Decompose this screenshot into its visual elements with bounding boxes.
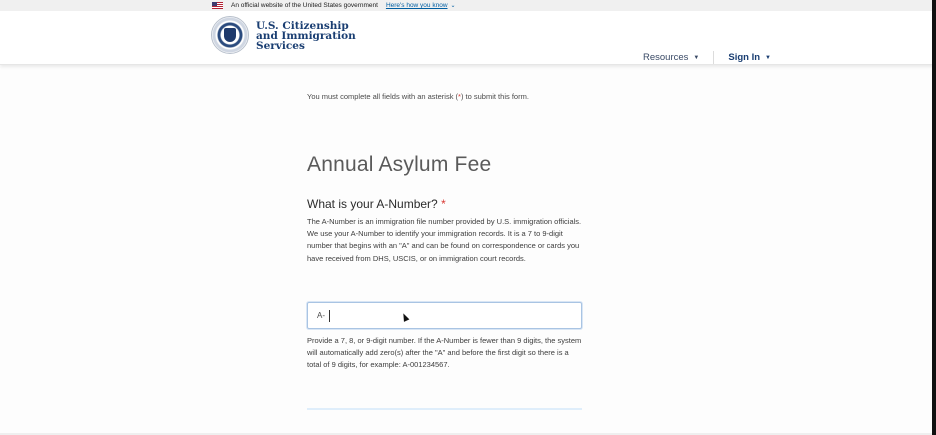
page-title: Annual Asylum Fee [307,153,492,176]
sign-in-label: Sign In [728,52,761,63]
agency-name-line-1: U.S. Citizenship [256,20,349,32]
a-number-hint: Provide a 7, 8, or 9-digit number. If the A-Number is fewer than 9 digits, the system will automatically add zero(s) after the "A" and before the first digit so there is a total of 9 digits, for example: A-001234567. [307,336,582,370]
a-number-question-label [307,197,446,211]
gov-banner-text: An official website of the United States government [231,2,378,9]
agency-name-link[interactable] [256,21,356,51]
a-number-description: The A-Number is an immigration file number provided by U.S. immigration officials. We use your A-Number to identify your immigration records. It is a 7 to 9-digit number that begins with an "A" and can be found on correspondence or cards you have received from DHS, USCIS, or on immigration court records. [307,217,582,263]
a-number-input[interactable] [330,303,581,328]
sign-in-menu-button[interactable] [728,52,771,63]
resources-menu-button[interactable] [643,52,699,63]
a-number-prefix: A- [317,311,325,320]
caret-down-icon: ▼ [693,54,700,61]
caret-down-icon: ▼ [765,54,771,61]
required-note-text-end: ) to submit this form. [460,92,529,101]
heres-how-you-know-link[interactable]: Here's how you know [385,2,448,9]
window-edge-bar [932,0,936,435]
official-gov-banner [0,0,936,11]
nav-divider [713,51,714,64]
question-text: What is your A-Number? [307,197,438,211]
us-flag-icon [212,2,223,9]
header-nav [643,51,771,64]
dhs-seal-logo[interactable] [211,16,249,54]
chevron-down-icon[interactable]: ⌄ [450,3,456,9]
section-divider [307,408,582,410]
a-number-field[interactable] [307,302,582,329]
resources-label: Resources [643,52,689,63]
required-asterisk: * [441,197,446,211]
asterisk-symbol: * [458,92,461,101]
required-fields-note [307,92,529,101]
agency-name-line-3: Services [256,40,305,52]
agency-name-line-2: and Immigration [256,30,356,42]
site-header [0,11,936,65]
required-note-text: You must complete all fields with an asterisk ( [307,92,459,101]
